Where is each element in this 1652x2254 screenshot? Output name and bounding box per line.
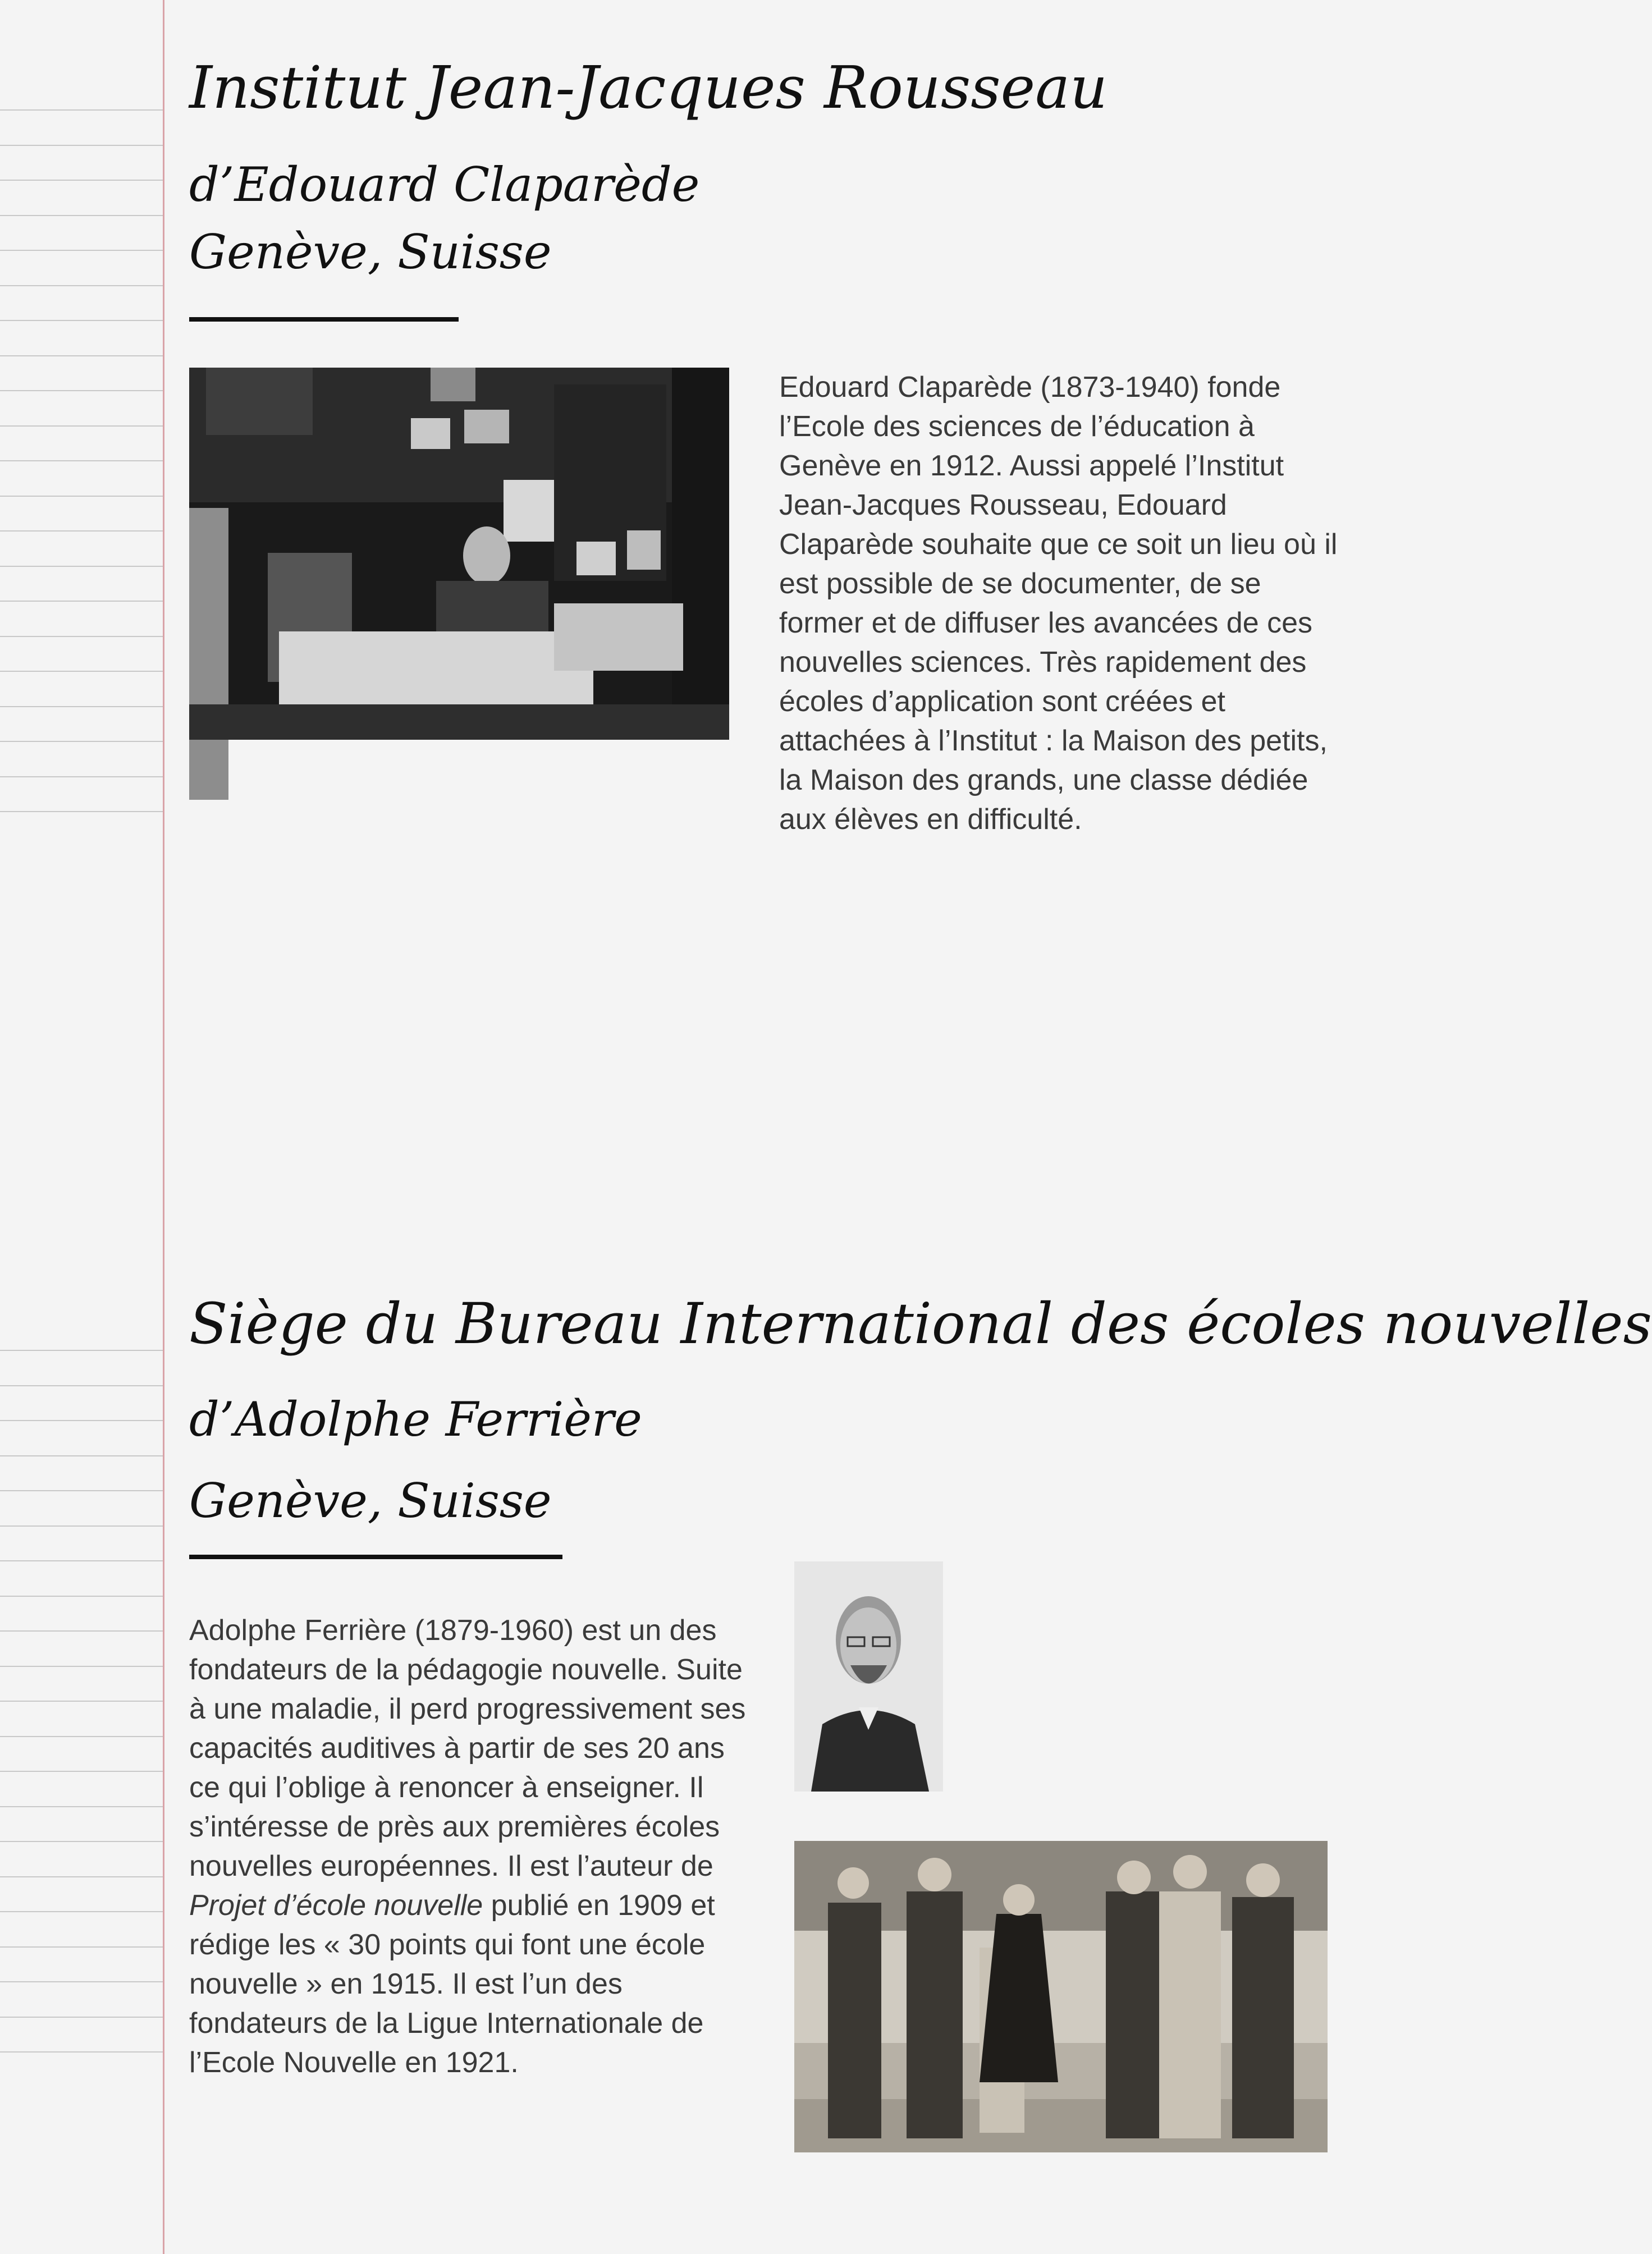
ruled-line bbox=[0, 1841, 163, 1842]
section2-paragraph bbox=[189, 1611, 756, 2082]
ruled-line bbox=[0, 1806, 163, 1807]
ruled-line bbox=[0, 1666, 163, 1667]
ruled-line bbox=[0, 1946, 163, 1948]
ruled-line bbox=[0, 496, 163, 497]
ruled-line bbox=[0, 1630, 163, 1632]
ruled-line bbox=[0, 145, 163, 146]
ferriere-portrait-photo bbox=[794, 1561, 943, 1792]
ruled-line bbox=[0, 671, 163, 672]
ruled-line bbox=[0, 355, 163, 356]
ruled-line bbox=[0, 1525, 163, 1527]
section1-paragraph: Edouard Claparède (1873-1940) fonde l’Ecole des sciences de l’éducation à Genève en 1912. Aussi appelé l’Institut Jean-Jacques Rousseau, Edouard Claparède souhaite que ce soit un lieu où il est possible de se documenter, de se former et de diffuser les avancées de ces nouvelles sciences. Très rapidement des écoles d’application sont créées et attachées à l’Institut : la Maison des petits, la Maison des grands, une classe dédiée aux élèves en difficulté. bbox=[779, 371, 1338, 836]
ruled-line bbox=[0, 2051, 163, 2053]
section2-paragraph-part2: publié en 1909 et rédige les « 30 points qui font une école nouvelle » en 1915. Il est l’un des fondateurs de la Ligue Internationale de l’Ecole Nouvelle en 1921. bbox=[189, 1889, 715, 2079]
ruled-line bbox=[0, 1560, 163, 1561]
ruled-line bbox=[0, 250, 163, 251]
ruled-line bbox=[0, 1596, 163, 1597]
ruled-line bbox=[0, 2017, 163, 2018]
ruled-line bbox=[0, 390, 163, 391]
section1-title: Institut Jean-Jacques Rousseau bbox=[189, 53, 1108, 122]
notebook-margin-line bbox=[163, 0, 164, 2254]
ruled-line bbox=[0, 1385, 163, 1386]
ruled-line bbox=[0, 601, 163, 602]
ruled-line bbox=[0, 530, 163, 532]
ruled-line bbox=[0, 109, 163, 111]
claparede-office-photo bbox=[189, 368, 729, 740]
ruled-line bbox=[0, 1771, 163, 1772]
ruled-line bbox=[0, 1981, 163, 1982]
ruled-line bbox=[0, 776, 163, 777]
ruled-line bbox=[0, 566, 163, 567]
section2-title: Siège du Bureau International des écoles nouvelles bbox=[189, 1291, 1652, 1357]
section2-location: Genève, Suisse bbox=[189, 1473, 552, 1528]
ruled-line bbox=[0, 741, 163, 742]
ruled-line bbox=[0, 180, 163, 181]
ruled-line bbox=[0, 215, 163, 216]
ligue-group-photo bbox=[794, 1841, 1328, 2152]
ruled-line bbox=[0, 1490, 163, 1491]
ruled-line bbox=[0, 1455, 163, 1456]
section2-paragraph-part1: Adolphe Ferrière (1879-1960) est un des fondateurs de la pédagogie nouvelle. Suite à une maladie, il perd progressivement ses capacités auditives à partir de ses 20 ans ce qui l’oblige à renoncer à enseigner. Il s’intéresse de près aux premières écoles nouvelles européennes. Il est l’auteur de bbox=[189, 1614, 746, 1882]
section2-underline bbox=[189, 1555, 562, 1559]
ruled-line bbox=[0, 285, 163, 286]
ruled-line bbox=[0, 1350, 163, 1351]
section2-book-title: Projet d’école nouvelle bbox=[189, 1889, 483, 1922]
ruled-line bbox=[0, 1876, 163, 1877]
ruled-line bbox=[0, 1420, 163, 1421]
section1-subtitle: d’Edouard Claparède bbox=[189, 157, 700, 212]
ruled-line bbox=[0, 706, 163, 707]
ruled-line bbox=[0, 636, 163, 637]
section1-underline bbox=[189, 317, 459, 322]
ruled-line bbox=[0, 811, 163, 812]
ruled-line bbox=[0, 320, 163, 321]
ruled-line bbox=[0, 460, 163, 461]
section2-subtitle: d’Adolphe Ferrière bbox=[189, 1392, 642, 1447]
section1-location: Genève, Suisse bbox=[189, 225, 552, 280]
ruled-line bbox=[0, 1736, 163, 1737]
ruled-line bbox=[0, 1911, 163, 1912]
ruled-line bbox=[0, 425, 163, 427]
ruled-line bbox=[0, 1701, 163, 1702]
